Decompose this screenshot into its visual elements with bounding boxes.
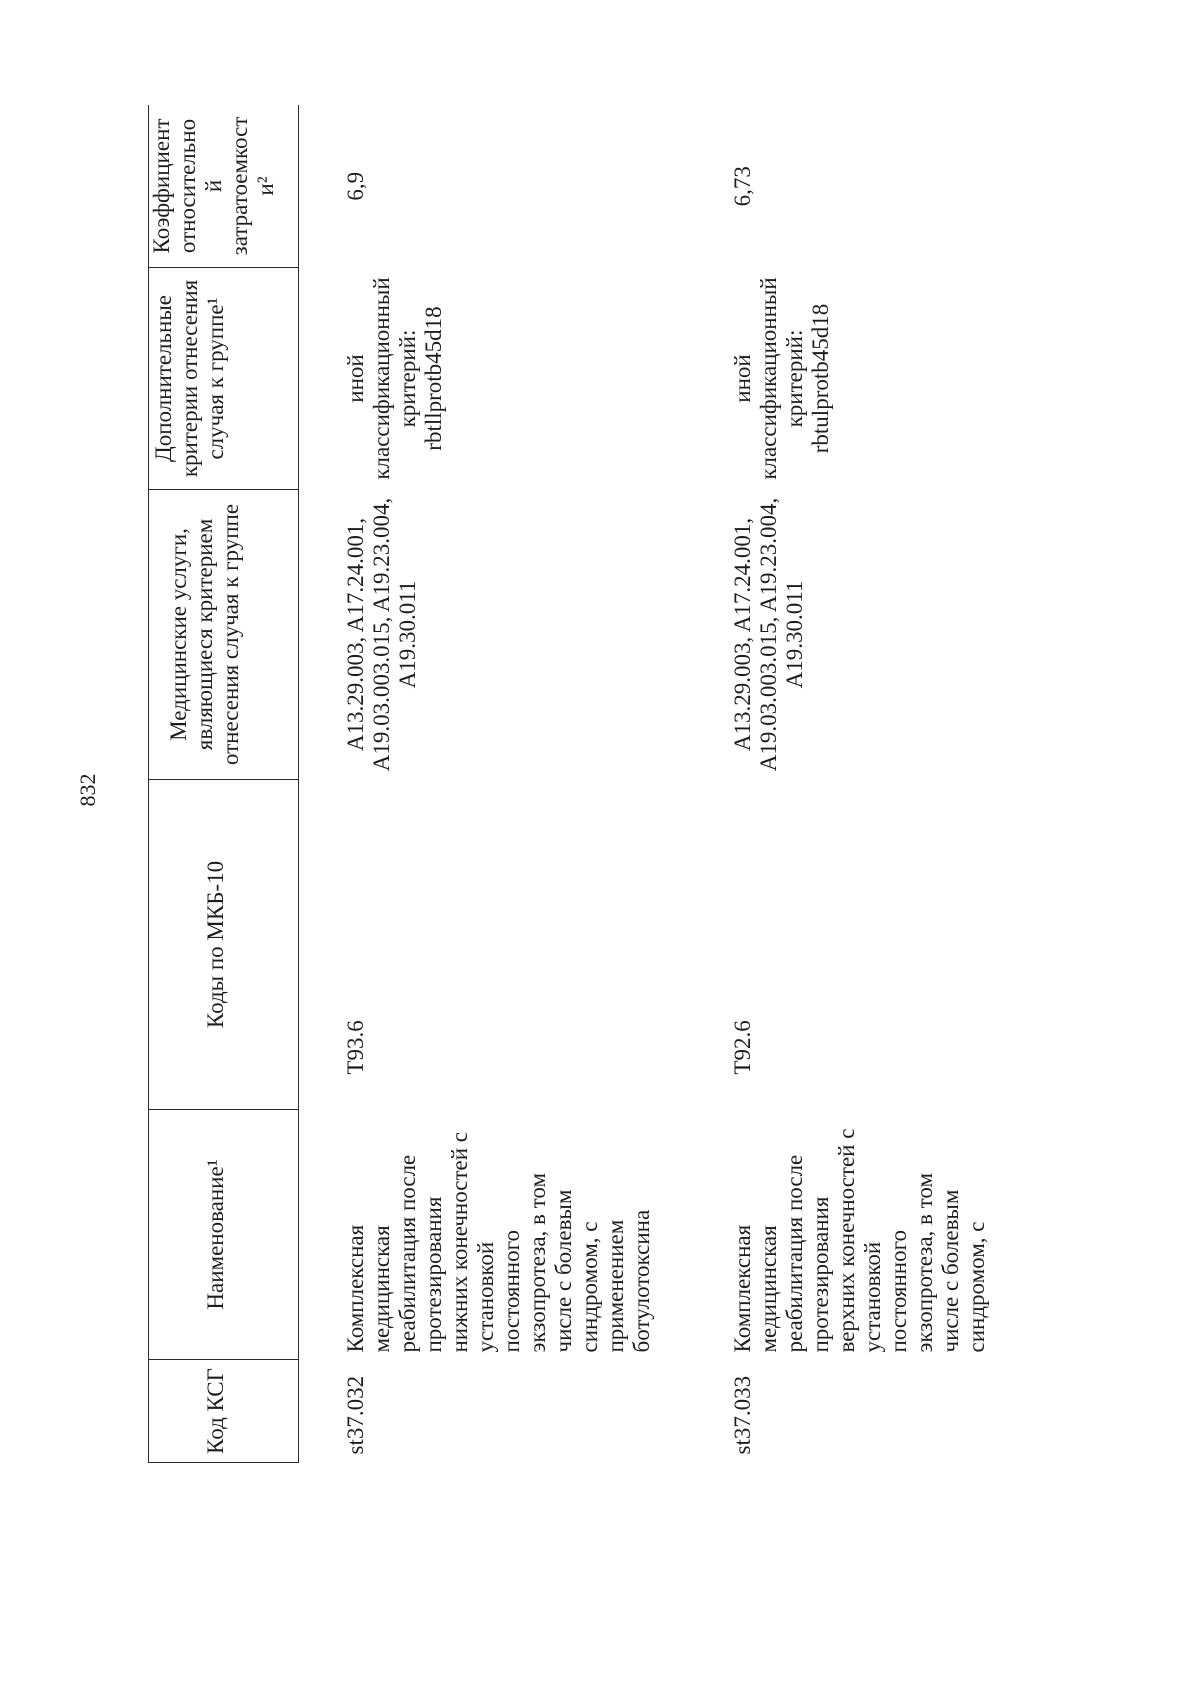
criteria-line: классификационный (369, 277, 394, 480)
ksg-table (148, 105, 1118, 1463)
criteria-line: rbtllprotb45d18 (421, 306, 446, 451)
header-line: затратоемкост (227, 116, 252, 256)
cell-coefficient: 6,9 (299, 105, 687, 268)
table-header (149, 105, 299, 1463)
header-coefficient (149, 105, 299, 268)
header-line: й (201, 179, 226, 193)
header-line: Медицинские услуги, (166, 528, 191, 741)
cell-criteria (299, 268, 687, 490)
criteria-line: иной (730, 354, 755, 403)
name-line: реабилитация после (782, 1154, 807, 1353)
services-line: A13.29.003, A17.24.001, (730, 517, 755, 752)
name-line: экзопротеза, в том (525, 1172, 550, 1353)
header-line: относительно (175, 118, 200, 254)
cell-name (686, 1110, 1118, 1360)
name-line: медицинская (369, 1225, 394, 1353)
name-line: протезирования (808, 1196, 833, 1353)
name-line: протезирования (421, 1196, 446, 1353)
header-line: и² (253, 176, 278, 196)
cell-code: st37.033 (730, 1375, 755, 1455)
name-line: установкой (860, 1241, 885, 1353)
header-line: Дополнительные (151, 295, 176, 462)
name-line: ботулотоксина (629, 1209, 654, 1353)
header-name: Наименование¹ (149, 1110, 299, 1360)
criteria-line: критерий: (395, 329, 420, 428)
name-line: установкой (473, 1241, 498, 1353)
name-line: нижних конечностей с (447, 1131, 472, 1353)
name-line: постоянного (886, 1230, 911, 1353)
name-line: верхних конечностей с (834, 1128, 859, 1353)
cell-criteria (686, 268, 1118, 490)
name-line: реабилитация после (395, 1154, 420, 1353)
services-line: A13.29.003, A17.24.001, (343, 517, 368, 752)
header-code: Код КСГ (149, 1360, 299, 1463)
cell-coefficient: 6,73 (686, 105, 1118, 268)
table-row (686, 105, 1118, 1463)
name-line: Комплексная (343, 1224, 368, 1353)
cell-mkb: T93.6 (343, 1020, 368, 1075)
cell-services (299, 490, 687, 780)
header-row (149, 105, 299, 1463)
criteria-line: критерий: (782, 329, 807, 428)
services-line: A19.30.011 (395, 580, 420, 689)
header-line: являющиеся критерием (192, 518, 217, 751)
services-line: A19.30.011 (782, 580, 807, 689)
page-number: 832 (75, 773, 100, 807)
name-line: постоянного (499, 1230, 524, 1353)
name-line: Комплексная (730, 1224, 755, 1353)
header-line: критерии отнесения (177, 279, 202, 478)
criteria-line: rbtulprotb45d18 (808, 303, 833, 454)
cell-mkb: T92.6 (730, 1020, 755, 1075)
name-line: числе с болевым (551, 1189, 576, 1353)
header-criteria (149, 268, 299, 490)
cell-code: st37.032 (343, 1375, 368, 1455)
name-line: медицинская (756, 1225, 781, 1353)
name-line: экзопротеза, в том (912, 1172, 937, 1353)
header-line: случая к группе¹ (203, 297, 228, 460)
rotated-table-sheet (148, 105, 1118, 1463)
criteria-line: классификационный (756, 277, 781, 480)
services-line: A19.03.003.015, A19.23.004, (369, 497, 394, 772)
services-line: A19.03.003.015, A19.23.004, (756, 497, 781, 772)
cell-name (299, 1110, 687, 1360)
name-line: применением (603, 1219, 628, 1353)
header-line: отнесения случая к группе (218, 503, 243, 766)
table-body (299, 105, 1119, 1463)
name-line: синдромом, с (577, 1221, 602, 1353)
header-services (149, 490, 299, 780)
criteria-line: иной (343, 354, 368, 403)
cell-services (686, 490, 1118, 780)
table-row (299, 105, 687, 1463)
header-line: Коэффициент (149, 118, 174, 254)
header-mkb: Коды по МКБ-10 (149, 780, 299, 1110)
name-line: синдромом, с (964, 1221, 989, 1353)
name-line: числе с болевым (938, 1189, 963, 1353)
